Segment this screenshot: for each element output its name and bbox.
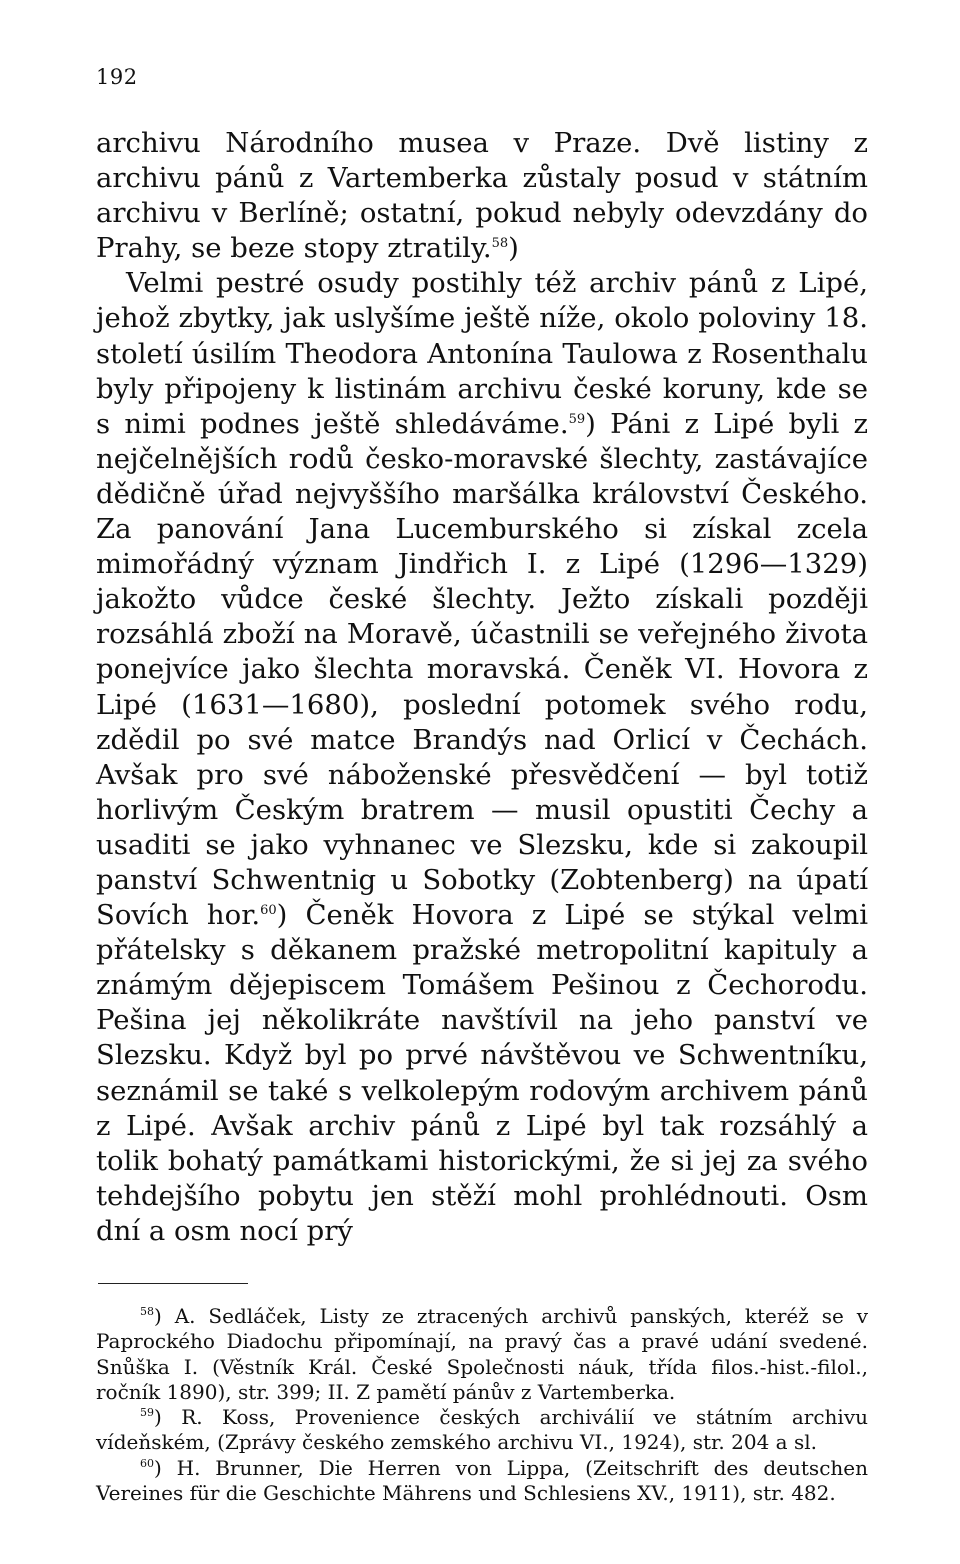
- footnote-ref-58[interactable]: 58: [491, 236, 509, 252]
- footnote-divider: [98, 1283, 248, 1284]
- paragraph-text: ) Čeněk Hovora z Lipé se stýkal velmi přátelsky s děkanem pražské metropolitní kapituly a známým dějepiscem Tomášem Pešinou z Čechorodu. Pešina jej několikráte navštívil na jeho panství ve Slezsku. Když byl po prvé návštěvou ve Schwentníku, seznámil se také s velkolepým rodovým archivem pánů z Lipé. Avšak archiv pánů z Lipé byl tak rozsáhlý a tolik bohatý památkami historickými, že si jej za svého tehdejšího pobytu jen stěží mohl prohlédnouti. Osm dní a osm nocí prý: [96, 899, 868, 1247]
- footnote-mark: 58: [140, 1305, 154, 1318]
- footnote-text: ) H. Brunner, Die Herren von Lippa, (Zeitschrift des deutschen Vereines für die Geschichte Mährens und Schlesiens XV., 1911), str. 482.: [96, 1455, 868, 1506]
- footnote-ref-60[interactable]: 60: [260, 903, 277, 919]
- footnote-mark: 60: [140, 1456, 154, 1470]
- paragraph-text: ): [508, 232, 519, 265]
- paragraph-text: ) Páni z Lipé byli z nejčelnějších rodů česko-moravské šlechty, zastávajíce dědičně úřad nejvyššího maršálka království Českého. Za panování Jana Lucemburského si získal zcela mimořádný význam Jindřich I. z Lipé (1296—1329) jakožto vůdce české šlechty. Ježto získali později rozsáhlá zboží na Moravě, účastnili se veřejného života ponejvíce jako šlechta moravská. Čeněk VI. Hovora z Lipé (1631—1680), poslední potomek svého rodu, zdědil po své matce Brandýs nad Orlicí v Čechách. Avšak pro své náboženské přesvědčení — byl totiž horlivým Českým bratrem — musil opustiti Čechy a usaditi se jako vyhnanec ve Slezsku, kde si zakoupil panství Schwentnig u Sobotky (Zobtenberg) na úpatí Sovích hor.: [96, 407, 868, 932]
- paragraph-1: [96, 126, 868, 266]
- paragraph-2: [96, 266, 868, 1249]
- footnote-text: ) A. Sedláček, Listy ze ztracených archivů panských, kteréž se v Paprockého Diadochu připomínají, na pravý čas a pravé udání svedené. Snůška I. (Věstník Král. České Společnosti náuk, třída filos.-hist.-filol., ročník 1890), str. 399; II. Z pamětí pánův z Vartemberka.: [96, 1304, 868, 1404]
- footnote-mark: 59: [140, 1406, 154, 1420]
- paragraph-text: Velmi pestré osudy postihly též archiv pánů z Lipé, jehož zbytky, jak uslyšíme ještě níže, okolo poloviny 18. století úsilím Theodora Antonína Taulowa z Rosenthalu byly připojeny k listinám archivu české koruny, kde se s nimi podnes ještě shledáváme.: [96, 267, 868, 440]
- page-number: 192: [96, 65, 138, 89]
- paragraph-text: archivu Národního musea v Praze. Dvě listiny z archivu pánů z Vartemberka zůstaly posud v státním archivu v Berlíně; ostatní, pokud nebyly odevzdány do Prahy, se beze stopy ztratily.: [96, 127, 868, 265]
- footnote-59: [96, 1405, 868, 1456]
- footnote-ref-59[interactable]: 59: [568, 411, 586, 427]
- footnotes: [96, 1304, 868, 1506]
- footnote-58: [96, 1304, 868, 1405]
- footnote-60: [96, 1456, 868, 1507]
- footnote-text: ) R. Koss, Provenience českých archiválií ve státním archivu vídeňském, (Zprávy českého zemského archivu VI., 1924), str. 204 a sl.: [96, 1405, 868, 1455]
- body-text: [96, 126, 868, 1249]
